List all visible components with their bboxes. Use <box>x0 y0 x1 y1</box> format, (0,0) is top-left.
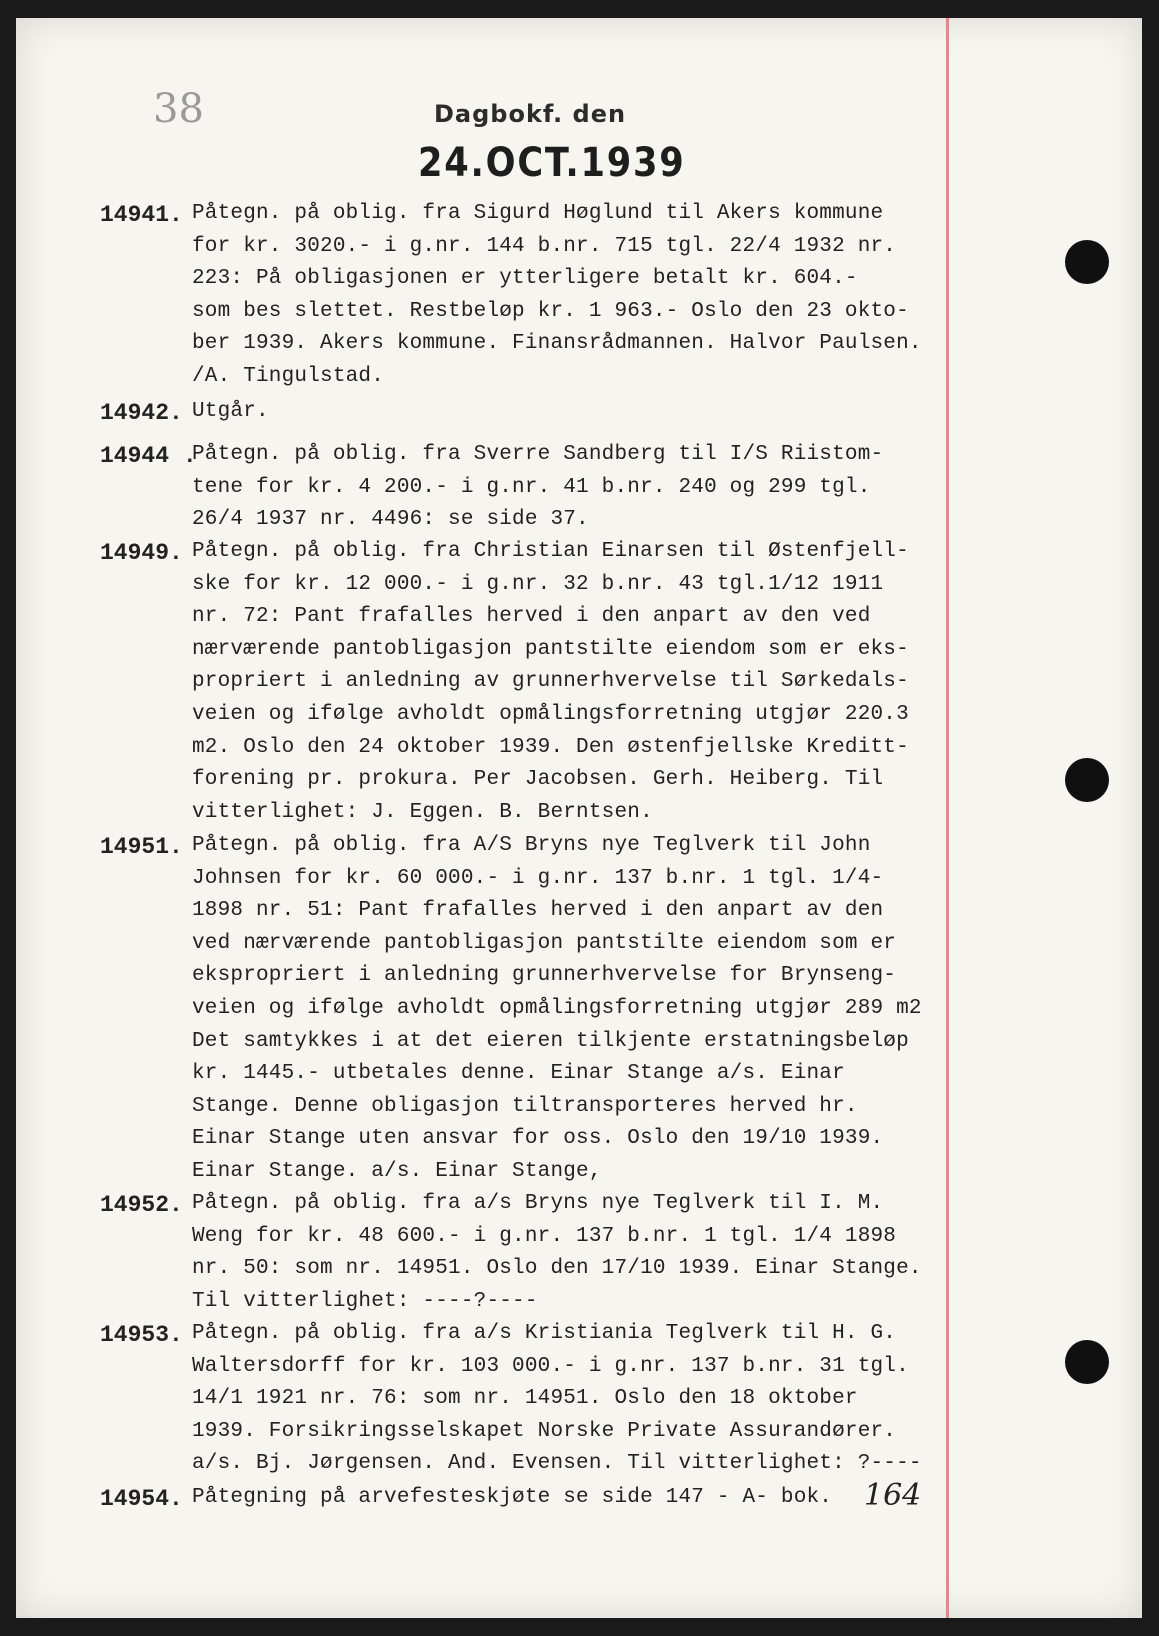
entry-text-line: nærværende pantobligasjon pantstilte eiendom som er eks- <box>192 637 909 661</box>
entry-text-line: vitterlighet: J. Eggen. B. Berntsen. <box>192 800 653 824</box>
entry-text-line: Til vitterlighet: ----?---- <box>192 1289 538 1313</box>
handwritten-note: 164 <box>864 1478 922 1513</box>
entry-text-line: Stange. Denne obligasjon tiltransporteres herved hr. <box>192 1094 858 1118</box>
entry-text-line: Waltersdorff for kr. 103 000.- i g.nr. 137 b.nr. 31 tgl. <box>192 1354 909 1378</box>
punch-hole <box>1065 758 1109 802</box>
entry-text-line: forening pr. prokura. Per Jacobsen. Gerh. Heiberg. Til <box>192 768 884 792</box>
entry-text-line: Påtegn. på oblig. fra A/S Bryns nye Teglverk til John <box>192 834 871 857</box>
entry-text-line: nr. 72: Pant frafalles herved i den anpart av den ved <box>192 605 871 629</box>
stamp-date: 24.OCT.1939 <box>418 140 686 186</box>
punch-hole <box>1065 1340 1109 1384</box>
entry-text-line: Påtegn. på oblig. fra Christian Einarsen til Østenfjell- <box>192 540 909 563</box>
entry-text-line: veien og ifølge avholdt opmålingsforretning utgjør 220.3 <box>192 703 909 726</box>
entry-text-line: Utgår. <box>192 400 269 423</box>
entry-text-line: Påtegning på arvefesteskjøte se side 147 - A- bok. <box>192 1486 833 1509</box>
entry-text-line: Påtegn. på oblig. fra a/s Kristiania Teglverk til H. G. <box>192 1322 897 1345</box>
entry-number: 14952. <box>100 1192 183 1218</box>
entry-text-line: a/s. Bj. Jørgensen. And. Evensen. Til vitterlighet: ?---- <box>192 1452 922 1476</box>
entry-number: 14944 . <box>100 443 197 469</box>
entry-number: 14951. <box>100 834 183 860</box>
entry-text-line: Weng for kr. 48 600.- i g.nr. 137 b.nr. 1 tgl. 1/4 1898 <box>192 1224 897 1248</box>
entry-text-line: 26/4 1937 nr. 4496: se side 37. <box>192 508 589 532</box>
entry-number: 14954. <box>100 1486 183 1512</box>
entry-text-line: Det samtykkes i at det eieren tilkjente erstatningsbeløp <box>192 1029 909 1053</box>
entry-text-line: Johnsen for kr. 60 000.- i g.nr. 137 b.nr. 1 tgl. 1/4- <box>192 866 884 890</box>
stamp-label: Dagbokf. den <box>434 100 627 128</box>
entry-text-line: 1939. Forsikringsselskapet Norske Private Assurandører. <box>192 1419 897 1443</box>
entry-text-line: veien og ifølge avholdt opmålingsforretning utgjør 289 m2 <box>192 997 922 1020</box>
entry-number: 14949. <box>100 540 183 566</box>
entry-text-line: /A. Tingulstad. <box>192 365 385 388</box>
entry-text-line: 1898 nr. 51: Pant frafalles herved i den anpart av den <box>192 899 884 923</box>
entry-text-line: 14/1 1921 nr. 76: som nr. 14951. Oslo den 18 oktober <box>192 1387 858 1411</box>
document-page <box>16 18 1142 1618</box>
entry-text-line: som bes slettet. Restbeløp kr. 1 963.- Oslo den 23 okto- <box>192 299 909 323</box>
entry-text-line: Påtegn. på oblig. fra Sverre Sandberg til I/S Riistom- <box>192 443 884 466</box>
red-margin-line <box>946 18 949 1618</box>
entry-text-line: Påtegn. på oblig. fra Sigurd Høglund til Akers kommune <box>192 202 884 225</box>
entry-text-line: ved nærværende pantobligasjon pantstilte eiendom som er <box>192 931 897 955</box>
entry-text-line: Einar Stange. a/s. Einar Stange, <box>192 1160 602 1183</box>
entry-text-line: Einar Stange uten ansvar for oss. Oslo den 19/10 1939. <box>192 1127 884 1151</box>
entry-number: 14941. <box>100 202 183 228</box>
entry-text-line: tene for kr. 4 200.- i g.nr. 41 b.nr. 240 og 299 tgl. <box>192 475 871 499</box>
punch-hole <box>1065 240 1109 284</box>
entry-text-line: 223: På obligasjonen er ytterligere betalt kr. 604.- <box>192 267 858 291</box>
entry-text-line: ekspropriert i anledning grunnerhvervelse for Brynseng- <box>192 964 897 988</box>
entry-text-line: nr. 50: som nr. 14951. Oslo den 17/10 1939. Einar Stange. <box>192 1257 922 1281</box>
entry-text-line: ber 1939. Akers kommune. Finansrådmannen. Halvor Paulsen. <box>192 332 922 356</box>
entry-number: 14942. <box>100 400 183 426</box>
entry-text-line: propriert i anledning av grunnerhvervelse til Sørkedals- <box>192 670 909 694</box>
entry-text-line: Påtegn. på oblig. fra a/s Bryns nye Teglverk til I. M. <box>192 1192 884 1215</box>
page-number: 38 <box>153 86 204 132</box>
entry-text-line: m2. Oslo den 24 oktober 1939. Den østenfjellske Kreditt- <box>192 735 909 759</box>
entry-text-line: kr. 1445.- utbetales denne. Einar Stange a/s. Einar <box>192 1062 845 1086</box>
entry-text-line: for kr. 3020.- i g.nr. 144 b.nr. 715 tgl. 22/4 1932 nr. <box>192 234 897 258</box>
entry-text-line: ske for kr. 12 000.- i g.nr. 32 b.nr. 43 tgl.1/12 1911 <box>192 572 884 596</box>
entry-number: 14953. <box>100 1322 183 1348</box>
